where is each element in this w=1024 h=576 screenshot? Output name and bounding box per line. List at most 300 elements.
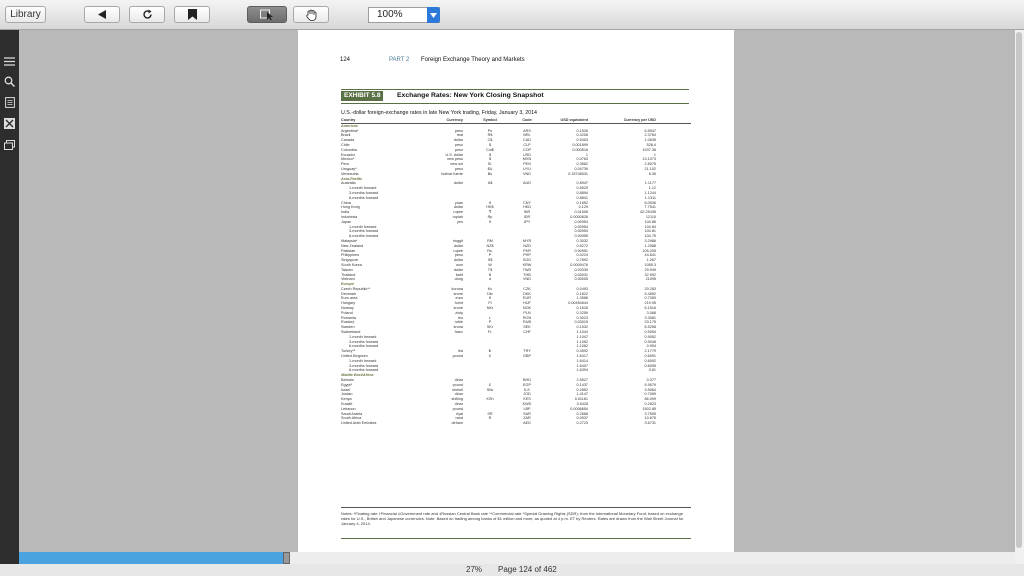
table-cell: PEN [523, 162, 531, 167]
table-cell: 1.1177 [644, 181, 656, 186]
table-cell: 1.1052 [576, 339, 588, 344]
table-cell: Americas [341, 123, 358, 128]
table-cell: ruble [454, 320, 463, 325]
table-cell: SGD [522, 258, 532, 263]
table-cell: 1 [653, 152, 656, 157]
table-cell: HK$ [486, 205, 494, 210]
table-cell: 7.7541 [644, 205, 656, 210]
part-label: PART 2 [389, 57, 410, 63]
table-cell: 0.00954 [574, 219, 588, 224]
table-cell: 6.35 [648, 171, 656, 176]
table-cell: 3-months forward [349, 363, 379, 368]
table-cell: Hong Kong [341, 205, 360, 210]
table-cell: 0.15748031 [568, 171, 588, 176]
table-cell: Ecuador [341, 152, 355, 157]
table-cell: $ [488, 157, 492, 162]
zoom-value: 100% [377, 9, 403, 20]
table-cell: HUF [523, 301, 531, 306]
table-cell: 0.3259 [576, 310, 588, 315]
table-cell: BHD [523, 378, 531, 383]
exhibit-rule-bottom [341, 103, 689, 104]
table-cell: £ [488, 354, 492, 359]
table-cell: dinar [454, 402, 463, 407]
table-cell: 1.1044 [576, 330, 588, 335]
table-cell: 3-months forward [349, 339, 379, 344]
document-icon[interactable] [3, 96, 16, 109]
table-cell: 0.00454644 [568, 301, 588, 306]
table-cell: Singapore [341, 258, 359, 263]
header-currency-per-usd: Currency per USD [623, 118, 656, 122]
table-cell: 1.0635 [644, 138, 656, 143]
table-cell: RUB [523, 320, 531, 325]
table-cell: Japan [341, 219, 352, 224]
table-cell: 5.4892 [644, 291, 656, 296]
table-cell: Kuwait [341, 402, 353, 407]
table-cell: dollar [453, 267, 463, 272]
table-cell: 1.1062 [576, 344, 588, 349]
table-cell: 3-months forward [349, 190, 379, 195]
table-subtitle: U.S.-dollar foreign-exchange rates in late New York trading, Friday, January 3, 2014 [341, 110, 537, 116]
part-title: Foreign Exchange Theory and Markets [421, 57, 525, 63]
table-cell: pound [452, 354, 463, 359]
table-cell: krone [453, 306, 463, 311]
table-cell: € [488, 296, 492, 301]
table-cell: 0.04739 [574, 166, 588, 171]
table-cell: KSh [486, 397, 494, 402]
table-cell: Fr. [487, 330, 493, 335]
table-cell: dong [454, 277, 463, 282]
table-cell: 10.675 [644, 416, 656, 421]
table-cell: COP [522, 147, 532, 152]
table-cell: EUR [523, 296, 531, 301]
table-cell: real [456, 133, 463, 138]
table-cell: Israel [341, 387, 351, 392]
table-cell: 0.000516 [572, 147, 588, 152]
table-cell: Colombia [341, 147, 357, 152]
progress-percent: 27% [466, 565, 483, 574]
table-cell: 2.8075 [644, 162, 656, 167]
table-cell: dollar [453, 205, 463, 210]
table-cell: SAR [523, 411, 531, 416]
table-row [341, 421, 691, 426]
table-cell: 0.1822 [576, 291, 588, 296]
table-cell: Turkey** [341, 349, 356, 354]
table-cell: NOK [522, 306, 532, 311]
table-cell: 0.9054 [644, 330, 656, 335]
table-cell: 0.0763 [576, 157, 588, 162]
table-cell: 1055.3 [644, 262, 656, 267]
table-cell: Brazil [341, 133, 351, 138]
table-cell: 2.1779 [644, 349, 656, 354]
table-cell: 32.992 [644, 272, 656, 277]
table-cell: 2.6527 [576, 378, 588, 383]
table-cell: 0.7069 [644, 392, 656, 397]
table-cell: 0.2852 [576, 387, 588, 392]
table-cell: 6-months forward [349, 368, 379, 373]
table-cell: VND [523, 277, 531, 282]
table-cell: 62.25435 [640, 210, 656, 215]
table-cell: 104.81 [644, 229, 656, 234]
table-cell: koruna [451, 286, 463, 291]
table-cell: KRW [522, 262, 532, 267]
table-cell: 1.2088 [644, 243, 656, 248]
table-cell: W [488, 262, 492, 267]
table-cell: forint [454, 301, 463, 306]
table-cell: 104.84 [644, 224, 656, 229]
table-cell: 3.3081 [644, 315, 656, 320]
header-code: Code [522, 118, 532, 122]
table-cell: ¥ [488, 219, 492, 224]
table-cell: 104.75 [644, 234, 656, 239]
table-cell: 0.6092 [644, 358, 656, 363]
table-cell: 0.1532 [576, 325, 588, 330]
table-cell: 0.8894 [576, 190, 588, 195]
table-cell: ¥ [488, 200, 492, 205]
table-cell: 0.9052 [644, 334, 656, 339]
header-usd-equivalent: USD equivalent [560, 118, 588, 122]
exhibit-title: Exchange Rates: New York Closing Snapshot [397, 92, 544, 99]
table-cell: 0.00954 [574, 224, 588, 229]
table-cell: 1.12 [648, 186, 656, 191]
library-button[interactable]: Library [5, 6, 46, 23]
table-cell: £ [488, 382, 492, 387]
exhibit-label: EXHIBIT 5.8 [341, 91, 383, 101]
table-cell: 21.102 [644, 166, 656, 171]
table-cell: China [341, 200, 351, 205]
table-cell: 1.6414 [576, 358, 588, 363]
table-cell: 6-months forward [349, 234, 379, 239]
table-cell: 0.03015 [574, 320, 588, 325]
table-cell: rupiah [452, 214, 463, 219]
table-cell: 0.1652 [576, 200, 588, 205]
table-cell: Rp [487, 214, 493, 219]
table-cell: 1.3588 [576, 296, 588, 301]
table-cell: Ps [487, 128, 493, 133]
table-cell: $ [488, 142, 492, 147]
table-cell: KWD [522, 402, 532, 407]
table-cell: Mexico* [341, 157, 355, 162]
table-cell: MXN [522, 157, 532, 162]
zoom-select[interactable] [368, 7, 440, 23]
table-cell: dinar [454, 378, 463, 383]
table-cell: New Zealand [341, 243, 364, 248]
table-cell: new sol [450, 162, 463, 167]
table-cell: 0.9048 [644, 339, 656, 344]
table-cell: 2.3764 [644, 133, 656, 138]
table-cell: Ft [488, 301, 492, 306]
table-cell: Lebanon [341, 406, 356, 411]
table-cell: Uruguay* [341, 166, 357, 171]
table-cell: R [488, 416, 492, 421]
header-country: Country [341, 118, 356, 122]
table-cell: rand [455, 416, 463, 421]
table-cell: CAD [523, 138, 531, 143]
table-cell: Indonesia [341, 214, 358, 219]
table-cell: dollar [453, 138, 463, 143]
bookmark-icon [188, 9, 197, 20]
table-cell: B [488, 272, 492, 277]
table-cell: $ [488, 152, 492, 157]
table-cell: Malaysia* [341, 238, 358, 243]
table-cell: Poland [341, 310, 353, 315]
document-viewer[interactable] [19, 30, 1015, 552]
table-cell: 1-month forward [349, 186, 377, 191]
table-cell: 1937.36 [642, 147, 656, 152]
table-cell: 6.9579 [644, 382, 656, 387]
table-cell: 0.0493 [576, 286, 588, 291]
back-button[interactable] [84, 6, 120, 23]
list-icon[interactable] [3, 55, 16, 68]
table-cell: PHP [523, 253, 531, 258]
table-cell: 0.0937 [576, 416, 588, 421]
table-cell: PKR [523, 248, 531, 253]
table-cell: dinar [454, 392, 463, 397]
table-cell: 3.2986 [644, 238, 656, 243]
table-cell: rupee [453, 248, 463, 253]
reload-icon [142, 9, 153, 20]
table-cell: peso [454, 166, 463, 171]
table-cell: peso [454, 253, 463, 258]
table-cell: peso [454, 142, 463, 147]
table-cell: 3.6731 [644, 421, 656, 426]
table-cell: krone [453, 291, 463, 296]
pages-icon[interactable] [3, 138, 16, 151]
table-cell: euro [455, 296, 463, 301]
table-cell: Australia [341, 181, 356, 186]
pdf-page [298, 30, 734, 552]
table-cell: pound [452, 406, 463, 411]
search-icon[interactable] [3, 75, 16, 88]
table-cell: 104.86 [644, 219, 656, 224]
table-cell: Taiwan [341, 267, 353, 272]
table-cell: Argentina* [341, 128, 359, 133]
table-cell: THB [523, 272, 531, 277]
table-cell: 20.283 [644, 286, 656, 291]
table-cell: 0.0224 [576, 253, 588, 258]
table-cell: A$ [487, 181, 493, 186]
table-cell: MYR [522, 238, 532, 243]
table-cell: PLN [523, 310, 531, 315]
table-cell: Col$ [486, 147, 494, 152]
text-select-icon [260, 9, 274, 20]
table-cell: 1.1047 [576, 334, 588, 339]
table-cell: 13.1073 [642, 157, 656, 162]
table-cell: Philippines [341, 253, 360, 258]
table-cell: India [341, 210, 350, 215]
table-cell: peso [454, 147, 463, 152]
table-cell: 86.099 [644, 397, 656, 402]
table-cell: JOD [523, 392, 531, 397]
table-cell: 0.8272 [576, 243, 588, 248]
table-cell: 1.1244 [644, 190, 656, 195]
table-cell: Norway [341, 306, 354, 311]
table-cell: TWD [522, 267, 532, 272]
bookmark-button[interactable] [174, 6, 210, 23]
table-cell: 0.00955 [574, 234, 588, 239]
table-cell: 1-month forward [349, 224, 377, 229]
table-cell: 0.4592 [576, 349, 588, 354]
table-cell: ILS [524, 387, 530, 392]
table-cell: KES [523, 397, 531, 402]
chevron-down-icon[interactable] [427, 7, 440, 23]
table-cell: ₺ [488, 349, 492, 354]
hand-tool-button[interactable] [293, 6, 329, 23]
page-bottom-rule [341, 538, 691, 539]
vertical-scrollbar[interactable] [1015, 30, 1024, 564]
table-cell: 0.61 [648, 368, 656, 373]
table-cell: 6.5547 [644, 128, 656, 133]
table-body [341, 124, 691, 426]
annotation-icon[interactable] [3, 117, 16, 130]
table-cell: 0.01606 [574, 210, 588, 215]
table-cell: 0.3032 [576, 238, 588, 243]
table-cell: 0.2666 [576, 411, 588, 416]
select-tool-button[interactable] [247, 6, 287, 23]
status-bar [0, 564, 1024, 576]
table-cell: Jordan [341, 392, 353, 397]
table-cell: Switzerland [341, 330, 361, 335]
table-cell: baht [455, 272, 463, 277]
table-cell: ARS [523, 128, 531, 133]
table-cell: Shk [486, 387, 494, 392]
table-cell: 0.03339 [574, 267, 588, 272]
table-cell: 3.5064 [644, 387, 656, 392]
scroll-thumb[interactable] [1016, 32, 1022, 548]
table-cell: Chile [341, 142, 350, 147]
table-cell: DKK [523, 291, 531, 296]
table-cell: dollar [453, 258, 463, 263]
table-cell: GBP [523, 354, 531, 359]
table-cell: pound [452, 382, 463, 387]
table-cell: Venezuela [341, 171, 359, 176]
table-cell: yuan [454, 200, 463, 205]
table-cell: TRY [523, 349, 531, 354]
table-cell: 0.0006654 [570, 406, 588, 411]
table-cell: dollar [453, 243, 463, 248]
progress-slider-handle[interactable] [283, 552, 290, 564]
table-cell: Romania [341, 315, 357, 320]
table-cell: Thailand [341, 272, 356, 277]
table-cell: South Korea [341, 262, 362, 267]
table-cell: dirham [451, 421, 463, 426]
table-cell: 6-months forward [349, 195, 379, 200]
table-cell: JPY [523, 219, 531, 224]
table-cell: 0.4208 [576, 133, 588, 138]
table-cell: 1.1311 [644, 195, 656, 200]
triangle-left-icon [98, 10, 107, 19]
table-cell: Euro area [341, 296, 358, 301]
table-cell: 0.3023 [576, 315, 588, 320]
table-cell: L [488, 315, 492, 320]
table-cell: yen [456, 219, 463, 224]
table-cell: CZK [523, 286, 531, 291]
table-cell: 29.949 [644, 267, 656, 272]
table-cell: $U [487, 166, 493, 171]
table-cell: Peru [341, 162, 349, 167]
table-cell: 0.6091 [644, 354, 656, 359]
table-cell: 0.2823 [644, 402, 656, 407]
table-cell: zloty [455, 310, 463, 315]
table-cell: Rs. [487, 248, 493, 253]
table-cell: 6.5258 [644, 325, 656, 330]
table-cell: Russia‡ [341, 320, 355, 325]
table-cell: South Africa [341, 416, 362, 421]
table-cell: Kc [487, 286, 493, 291]
table-cell: 0.129 [578, 205, 588, 210]
table-cell: United Kingdom [341, 354, 368, 359]
table-cell: AED [523, 421, 531, 426]
header-symbol: Symbol [483, 118, 497, 122]
table-cell: IDR [523, 214, 531, 219]
table-cell: 105.205 [642, 248, 656, 253]
table-cell: 3.5428 [576, 402, 588, 407]
table-cell: shilling [451, 397, 463, 402]
table-cell: 3-months forward [349, 229, 379, 234]
table-cell: CNY [523, 200, 531, 205]
table-cell: EGP [523, 382, 531, 387]
table-cell: 0.00951 [574, 248, 588, 253]
table-cell: UYU [523, 166, 531, 171]
table-cell: 1.6394 [576, 368, 588, 373]
table-cell: Hungary [341, 301, 356, 306]
table-cell: CHF [523, 330, 531, 335]
table-cell: 0.03031 [574, 272, 588, 277]
table-cell: Denmark [341, 291, 357, 296]
table-cell: SEK [523, 325, 531, 330]
table-cell: shekel [452, 387, 463, 392]
table-cell: 0.00954 [574, 229, 588, 234]
table-cell: 1.6407 [576, 363, 588, 368]
progress-fill [19, 552, 288, 564]
table-cell: CLP [523, 142, 531, 147]
page-indicator: Page 124 of 462 [498, 565, 557, 574]
table-cell: VND [523, 171, 531, 176]
table-cell: USD [523, 152, 531, 157]
table-cell: RM [487, 238, 493, 243]
table-cell: 1.4147 [576, 392, 588, 397]
table-cell: 0.7892 [576, 258, 588, 263]
table-cell: Bahrain [341, 378, 354, 383]
table-cell: SKr [486, 325, 494, 330]
hand-icon [306, 9, 317, 21]
table-cell: 0.8947 [576, 181, 588, 186]
table-cell: Saudi Arabia [341, 411, 363, 416]
reading-progress-bar[interactable] [19, 552, 1015, 564]
table-cell: T$ [487, 267, 493, 272]
table-cell: Egypt* [341, 382, 353, 387]
table-cell: 526.4 [646, 142, 656, 147]
table-cell: NKr [486, 306, 494, 311]
table-cell: LBP [523, 406, 531, 411]
table-cell: 6-months forward [349, 344, 379, 349]
header-currency: Currency [446, 118, 463, 122]
table-cell: 0.6095 [644, 363, 656, 368]
table-rule [341, 507, 691, 508]
table-cell: AUD [523, 181, 531, 186]
reload-button[interactable] [129, 6, 165, 23]
table-cell: 33.175 [644, 320, 656, 325]
table-cell: dollar [453, 181, 463, 186]
table-cell: HKD [523, 205, 531, 210]
table-cell: ₹ [488, 210, 492, 215]
table-notes: Notes: *Floating rate †Financial ‡Government rate and ‡Russian Central Bank rate **Commercial rate *Special Drawing Rights (SDR); from the International Monetary Fund; based on exchange rates for U.S., British and Japanese currencies. Note: Based on trading among banks of $1 million and more, as quoted at 4 p.m. ET by Reuters. Rates are drawn from the Wall Street Journal for January 4, 2014. [341, 511, 684, 526]
table-cell: 3.7505 [644, 411, 656, 416]
table-cell: bolivar fuerte [441, 171, 463, 176]
table-cell: Dkr [487, 291, 493, 296]
table-cell: d [488, 277, 492, 282]
table-cell: lira [457, 349, 463, 354]
table-cell: 0.9403 [576, 138, 588, 143]
